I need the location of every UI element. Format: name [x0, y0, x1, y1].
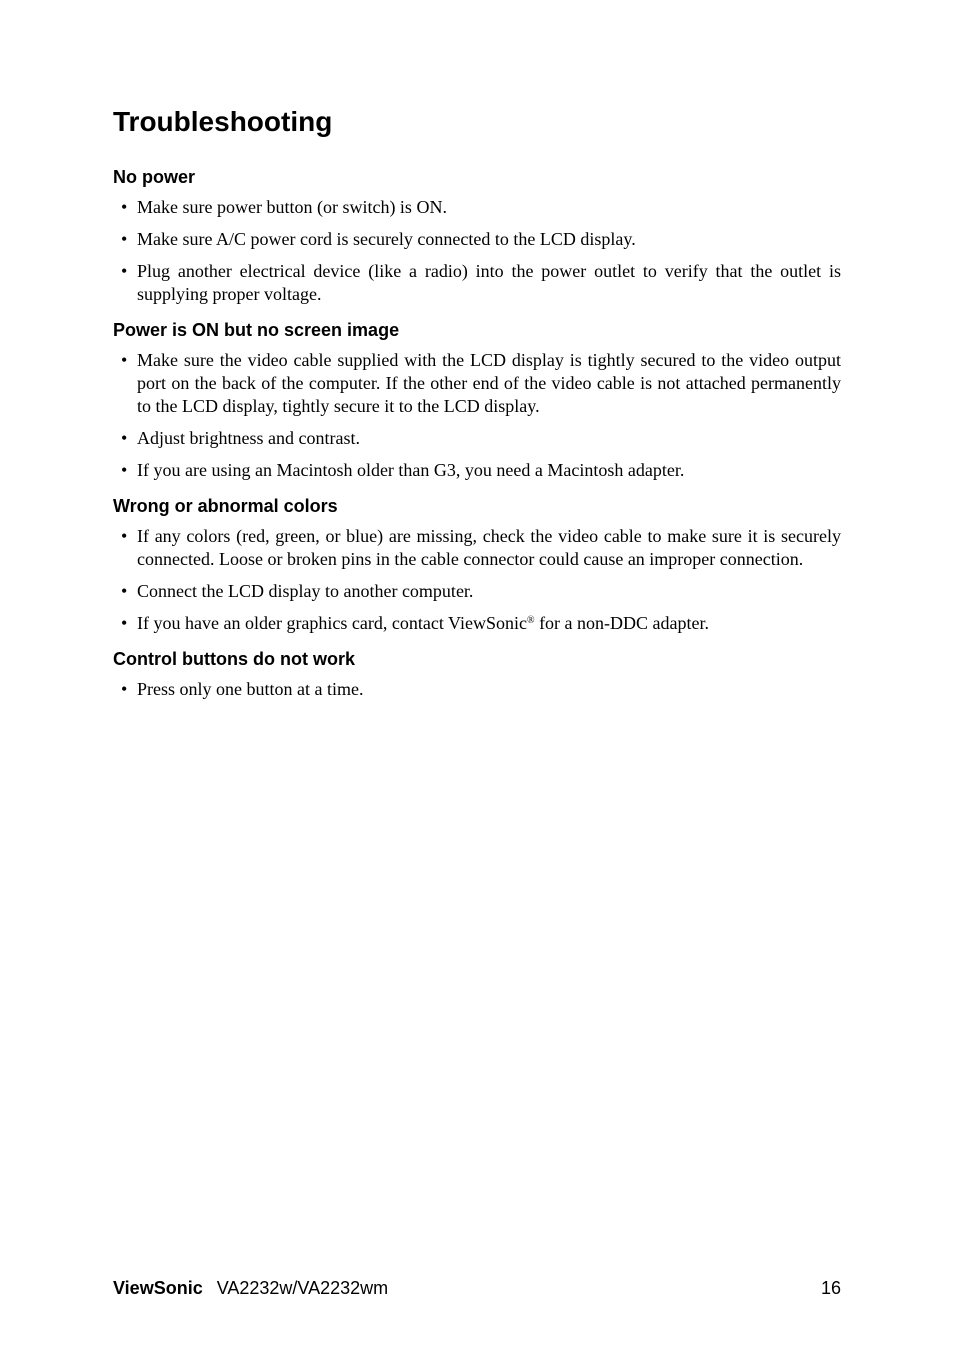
list-item [113, 427, 841, 450]
page-number: 16 [820, 1278, 841, 1298]
section-heading: Power is ON but no screen image [113, 320, 400, 340]
section-heading: No power [113, 167, 196, 187]
list-item [113, 228, 841, 251]
registered-mark: ® [526, 615, 535, 626]
bullet-icon: • [121, 526, 128, 546]
bullet-icon: • [121, 613, 128, 633]
bullet-list [113, 525, 841, 635]
bullet-icon: • [121, 197, 128, 217]
troubleshooting-content [113, 164, 841, 712]
bullet-list [113, 196, 841, 306]
item-text: Make sure the video cable supplied with the LCD display is tightly secured to the video output port on the back of the computer. If the other end of the video cable is not attached permanently to the LCD display, tightly secure it to the LCD display. [137, 350, 841, 416]
item-text: If you are using an Macintosh older than G3, you need a Macintosh adapter. [137, 460, 685, 480]
bullet-icon: • [121, 350, 128, 370]
section-heading: Wrong or abnormal colors [113, 496, 338, 516]
page-title: Troubleshooting [113, 106, 333, 137]
list-item [113, 260, 841, 306]
section-control-buttons [113, 646, 841, 701]
section-no-power [113, 164, 841, 306]
list-item [113, 349, 841, 418]
bullet-list [113, 678, 841, 701]
list-item [113, 580, 841, 603]
section-wrong-colors [113, 493, 841, 635]
item-text: Press only one button at a time. [137, 679, 364, 699]
section-power-on-no-image [113, 317, 841, 482]
bullet-icon: • [121, 261, 128, 281]
bullet-icon: • [121, 428, 128, 448]
item-text-before: If you have an older graphics card, contact ViewSonic [137, 613, 527, 633]
item-text-after: for a non-DDC adapter. [534, 613, 710, 633]
footer-brand: ViewSonic [113, 1278, 203, 1298]
item-text: Plug another electrical device (like a radio) into the power outlet to verify that the outlet is supplying proper voltage. [137, 261, 841, 304]
list-item [113, 525, 841, 571]
list-item [113, 459, 841, 482]
item-text: Adjust brightness and contrast. [137, 428, 360, 448]
bullet-icon: • [121, 460, 128, 480]
page-footer [113, 1276, 841, 1300]
list-item [113, 196, 841, 219]
item-text: Connect the LCD display to another computer. [137, 581, 474, 601]
bullet-icon: • [121, 679, 128, 699]
list-item [113, 678, 841, 701]
bullet-list [113, 349, 841, 482]
list-item [113, 612, 841, 635]
item-text: Make sure power button (or switch) is ON. [137, 197, 447, 217]
bullet-icon: • [121, 581, 128, 601]
footer-model: VA2232w/VA2232wm [216, 1278, 389, 1298]
item-text: If any colors (red, green, or blue) are missing, check the video cable to make sure it is securely connected. Loose or broken pins in the cable connector could cause an improper connection. [137, 526, 841, 569]
item-text: Make sure A/C power cord is securely connected to the LCD display. [137, 229, 636, 249]
bullet-icon: • [121, 229, 128, 249]
section-heading: Control buttons do not work [113, 649, 355, 669]
